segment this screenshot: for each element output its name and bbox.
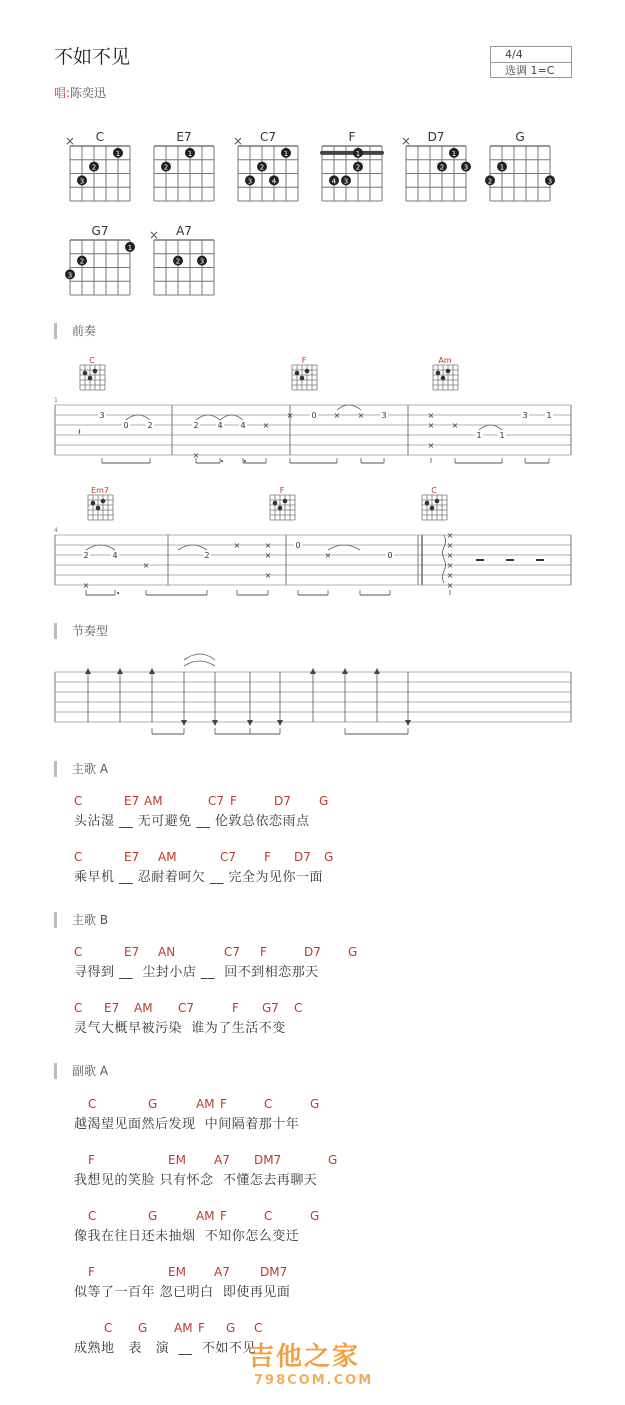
lyric-line — [74, 1097, 594, 1137]
chord-label: F — [198, 1321, 205, 1335]
chord-label: DM7 — [260, 1265, 288, 1279]
chord-label: C7 — [178, 1001, 195, 1015]
lyric-text: 像我在往日还未抽烟 不知你怎么变迁 — [74, 1229, 300, 1244]
svg-text:F: F — [279, 486, 285, 495]
chord-label: D7 — [304, 945, 321, 959]
svg-text:2: 2 — [163, 163, 169, 172]
chord-label: F — [88, 1153, 95, 1167]
chord-label: F — [220, 1097, 227, 1111]
chord-name: C — [95, 130, 105, 144]
svg-text:2: 2 — [79, 257, 85, 266]
chord-label: G — [319, 794, 329, 808]
svg-text:1: 1 — [127, 243, 133, 252]
svg-text:0: 0 — [295, 541, 301, 550]
lyric-line — [74, 850, 594, 890]
chord-label: G — [348, 945, 358, 959]
chord-label: C — [254, 1321, 263, 1335]
chord-label: C — [264, 1097, 273, 1111]
svg-text:×: × — [333, 411, 341, 420]
chord-label: G — [226, 1321, 236, 1335]
chord-label: C — [74, 850, 83, 864]
svg-text:1: 1 — [355, 149, 361, 158]
chord-label: C7 — [220, 850, 237, 864]
svg-text:C: C — [431, 486, 437, 495]
svg-text:Am: Am — [438, 356, 452, 365]
chord-label: F — [232, 1001, 239, 1015]
svg-text:4: 4 — [331, 177, 337, 186]
svg-text:1: 1 — [476, 431, 482, 440]
chord-label: G — [148, 1097, 158, 1111]
chord-label: AM — [196, 1209, 215, 1223]
section-intro: 前奏 — [54, 323, 96, 339]
chord-label: AN — [158, 945, 176, 959]
chord-label: F — [88, 1265, 95, 1279]
svg-text:3: 3 — [522, 411, 528, 420]
lyric-line — [74, 1001, 594, 1041]
muted-mark: × — [400, 134, 412, 148]
svg-text:×: × — [286, 411, 294, 420]
lyric-line — [74, 945, 594, 985]
svg-text:×: × — [446, 561, 454, 570]
svg-text:4: 4 — [217, 421, 223, 430]
svg-text:2: 2 — [204, 551, 210, 560]
svg-text:1: 1 — [451, 149, 457, 158]
muted-mark: × — [232, 134, 244, 148]
lyric-text: 成熟地 表 演 __ 不如不见 — [74, 1341, 256, 1356]
chord-label: C — [74, 794, 83, 808]
chord-label: D7 — [294, 850, 311, 864]
svg-text:2: 2 — [355, 163, 361, 172]
chord-label: F — [230, 794, 237, 808]
chord-label: DM7 — [254, 1153, 282, 1167]
chord-label: F — [220, 1209, 227, 1223]
svg-text:×: × — [451, 421, 459, 430]
singer-name: 陈奕迅 — [70, 86, 107, 100]
svg-text:2: 2 — [147, 421, 153, 430]
lyric-line — [74, 1209, 594, 1249]
svg-text:×: × — [427, 411, 435, 420]
svg-text:4: 4 — [112, 551, 118, 560]
time-signature: 4/4 — [505, 48, 523, 61]
svg-text:0: 0 — [387, 551, 393, 560]
svg-text:×: × — [427, 421, 435, 430]
chord-label: G — [310, 1097, 320, 1111]
lyric-line — [74, 1265, 594, 1305]
svg-text:×: × — [192, 451, 200, 460]
chord-name: E7 — [176, 130, 192, 144]
svg-text:×: × — [142, 561, 150, 570]
lyric-text: 似等了一百年 忽已明白 即使再见面 — [74, 1285, 291, 1300]
svg-text:×: × — [427, 441, 435, 450]
svg-text:1: 1 — [546, 411, 552, 420]
chord-name: C7 — [259, 130, 277, 144]
lyric-text: 我想见的笑脸 只有怀念 不懂怎去再聊天 — [74, 1173, 318, 1188]
watermark — [248, 1336, 398, 1396]
chord-label: C7 — [224, 945, 241, 959]
chord-name: F — [348, 130, 356, 144]
svg-text:1: 1 — [54, 397, 58, 404]
svg-text:1: 1 — [115, 149, 121, 158]
singer-label: 唱: — [54, 86, 71, 100]
chord-label: E7 — [104, 1001, 120, 1015]
svg-text:2: 2 — [91, 163, 97, 172]
lyric-line — [74, 1153, 594, 1193]
chord-label: G — [328, 1153, 338, 1167]
svg-text:3: 3 — [199, 257, 205, 266]
chord-label: C — [294, 1001, 303, 1015]
key-info: 选调 1=C — [491, 62, 571, 78]
chord-name: D7 — [427, 130, 445, 144]
chord-label: C — [104, 1321, 113, 1335]
svg-text:3: 3 — [247, 177, 253, 186]
chord-label: EM — [168, 1265, 186, 1279]
chord-label: G — [148, 1209, 158, 1223]
svg-text:×: × — [324, 551, 332, 560]
chord-label: G7 — [262, 1001, 279, 1015]
muted-mark: × — [148, 228, 160, 242]
chord-label: E7 — [124, 945, 140, 959]
lyric-text: 头沾湿 __ 无可避免 __ 伦敦总依恋雨点 — [74, 814, 310, 829]
chord-name: G7 — [91, 224, 109, 238]
svg-text:2: 2 — [193, 421, 199, 430]
lyric-text: 越渴望见面然后发现 中间隔着那十年 — [74, 1117, 300, 1132]
chord-label: A7 — [214, 1153, 230, 1167]
svg-text:×: × — [264, 541, 272, 550]
svg-text:4: 4 — [54, 527, 58, 534]
chord-label: E7 — [124, 794, 140, 808]
svg-text:4: 4 — [271, 177, 277, 186]
svg-text:3: 3 — [99, 411, 105, 420]
chord-label: AM — [196, 1097, 215, 1111]
chord-name: A7 — [176, 224, 192, 238]
svg-text:×: × — [264, 571, 272, 580]
svg-text:4: 4 — [240, 421, 246, 430]
chord-label: A7 — [214, 1265, 230, 1279]
svg-text:3: 3 — [381, 411, 387, 420]
chord-label: EM — [168, 1153, 186, 1167]
svg-text:0: 0 — [123, 421, 129, 430]
chord-label: G — [324, 850, 334, 864]
svg-text:×: × — [446, 581, 454, 590]
svg-text:×: × — [446, 541, 454, 550]
chord-label: AM — [144, 794, 163, 808]
svg-text:2: 2 — [259, 163, 265, 172]
svg-text:𝄽: 𝄽 — [78, 428, 81, 438]
svg-text:Em7: Em7 — [91, 486, 109, 495]
chord-label: AM — [158, 850, 177, 864]
svg-text:×: × — [446, 551, 454, 560]
chord-label: C — [88, 1097, 97, 1111]
svg-text:3: 3 — [67, 271, 73, 280]
svg-text:×: × — [233, 541, 241, 550]
chord-label: C — [88, 1209, 97, 1223]
svg-text:×: × — [357, 411, 365, 420]
chord-label: G — [138, 1321, 148, 1335]
svg-text:×: × — [264, 551, 272, 560]
section-verse-b: 主歌 B — [54, 912, 108, 928]
chord-label: E7 — [124, 850, 140, 864]
svg-text:×: × — [446, 571, 454, 580]
svg-text:0: 0 — [311, 411, 317, 420]
svg-text:×: × — [82, 581, 90, 590]
section-verse-a: 主歌 A — [54, 761, 108, 777]
svg-text:2: 2 — [487, 177, 493, 186]
chord-label: AM — [134, 1001, 153, 1015]
svg-text:1: 1 — [499, 163, 505, 172]
svg-text:3: 3 — [463, 163, 469, 172]
svg-text:1: 1 — [187, 149, 193, 158]
svg-text:1: 1 — [499, 431, 505, 440]
chord-label: D7 — [274, 794, 291, 808]
svg-text:3: 3 — [547, 177, 553, 186]
svg-text:C: C — [89, 356, 95, 365]
chord-name: G — [515, 130, 525, 144]
svg-text:3: 3 — [79, 177, 85, 186]
lyric-text: 寻得到 __ 尘封小店 __ 回不到相恋那天 — [74, 965, 319, 980]
section-rhythm: 节奏型 — [54, 623, 108, 639]
svg-text:2: 2 — [175, 257, 181, 266]
watermark-sub: 798COM.COM — [254, 1373, 374, 1388]
svg-text:×: × — [262, 421, 270, 430]
muted-mark: × — [64, 134, 76, 148]
svg-text:2: 2 — [83, 551, 89, 560]
svg-text:2: 2 — [439, 163, 445, 172]
svg-text:1: 1 — [283, 149, 289, 158]
lyric-line — [74, 794, 594, 834]
section-chorus-a: 副歌 A — [54, 1063, 108, 1079]
song-title: 不如不见 — [54, 46, 131, 68]
chord-label: C — [74, 945, 83, 959]
svg-text:×: × — [446, 531, 454, 540]
chord-label: G — [310, 1209, 320, 1223]
chord-label: AM — [174, 1321, 193, 1335]
chord-label: C — [264, 1209, 273, 1223]
chord-label: F — [260, 945, 267, 959]
lyric-text: 灵气大概早被污染 谁为了生活不变 — [74, 1021, 286, 1036]
svg-text:3: 3 — [343, 177, 349, 186]
lyric-text: 乘早机 __ 忍耐着呵欠 __ 完全为见你一面 — [74, 870, 324, 885]
chord-label: F — [264, 850, 271, 864]
chord-label: C7 — [208, 794, 225, 808]
chord-label: C — [74, 1001, 83, 1015]
svg-text:F: F — [301, 356, 307, 365]
watermark-main: 吉他之家 — [248, 1342, 361, 1372]
